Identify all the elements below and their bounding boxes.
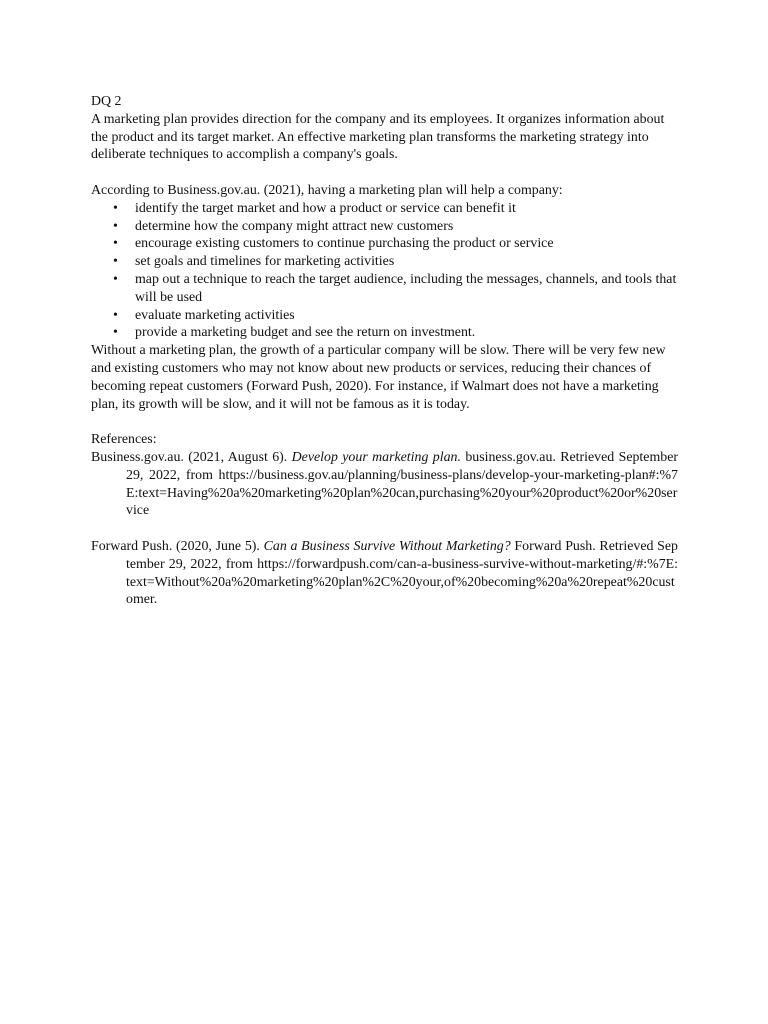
document-heading: DQ 2 <box>91 94 122 109</box>
according-to-paragraph: According to Business.gov.au. (2021), having a marketing plan will help a company: <box>91 182 563 198</box>
spacer <box>91 164 678 182</box>
intro-paragraph: A marketing plan provides direction for the company and its employees. It organizes information about the product and its target market. An effective marketing plan transforms the marketing strategy into deliberate techniques to accomplish a company's goals. <box>91 111 665 163</box>
spacer <box>91 520 678 538</box>
list-item: • encourage existing customers to continue purchasing the product or service <box>91 235 678 253</box>
reference-author-date: Business.gov.au. (2021, August 6). <box>91 449 292 465</box>
list-item: • evaluate marketing activities <box>91 307 678 325</box>
list-item: • set goals and timelines for marketing activities <box>91 253 678 271</box>
reference-title: Develop your marketing plan. <box>291 449 461 465</box>
benefits-list <box>91 200 678 342</box>
reference-title: Can a Business Survive Without Marketing? <box>263 538 511 554</box>
reference-source: Forward Push. Retrieved September 29, 2022, from https://forwardpush.com/can-a-business-survive-without-marketing/#:%7E:text=Without%20a%20marketing%20plan%2C%20your,of%20becoming%20a%20repeat%20customer. <box>126 538 678 608</box>
list-item: • provide a marketing budget and see the return on investment. <box>91 324 678 342</box>
reference-entry-business-gov <box>91 449 678 520</box>
reference-source: business.gov.au. Retrieved September 29, 2022, from https://business.gov.au/planning/business-plans/develop-your-marketing-plan#:%7E:text=Having%20a%20marketing%20plan%20can,purchasing%20your%20product%20or%20service <box>126 449 678 519</box>
conclusion-paragraph: Without a marketing plan, the growth of a particular company will be slow. There will be very few new and existing customers who may not know about new products or services, reducing their chances of becoming repeat customers (Forward Push, 2020). For instance, if Walmart does not have a marketing plan, its growth will be slow, and it will not be famous as it is today. <box>91 343 666 412</box>
reference-author-date: Forward Push. (2020, June 5). <box>91 538 264 554</box>
reference-entry-forward-push <box>91 538 678 609</box>
spacer <box>91 413 678 431</box>
references-heading: References: <box>91 432 157 448</box>
list-item: • identify the target market and how a product or service can benefit it <box>91 200 678 218</box>
list-item: • map out a technique to reach the target audience, including the messages, channels, and tools that will be used <box>91 271 678 307</box>
list-item: • determine how the company might attract new customers <box>91 218 678 236</box>
document-page <box>91 93 678 609</box>
